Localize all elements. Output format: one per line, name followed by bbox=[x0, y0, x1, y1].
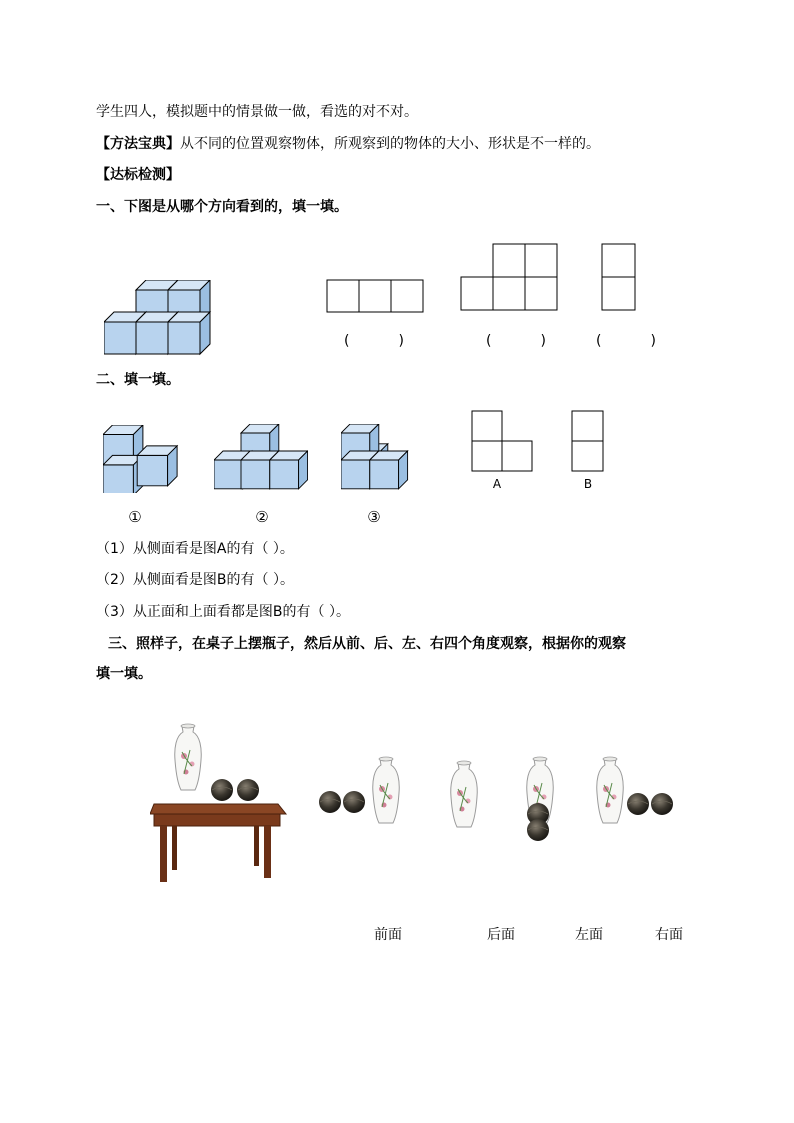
intro-line: 学生四人，模拟题中的情景做一做，看选的对不对。 bbox=[96, 104, 418, 120]
q2-item-1[interactable]: （1）从侧面看是图A的有（ ）。 bbox=[96, 541, 294, 557]
direction-front: 前面 bbox=[374, 927, 402, 943]
paren-close: ) bbox=[650, 333, 656, 349]
figure-label-3: ③ bbox=[367, 508, 381, 526]
q1-blank-3[interactable] bbox=[596, 333, 656, 349]
method-text: 从不同的位置观察物体，所观察到的物体的大小、形状是不一样的。 bbox=[180, 136, 600, 152]
paren-close: ) bbox=[540, 333, 546, 349]
q2-view-a bbox=[471, 410, 535, 474]
q2-view-b bbox=[571, 410, 605, 474]
q1-blank-2[interactable] bbox=[486, 333, 546, 349]
arrangement-3 bbox=[520, 756, 560, 852]
q2-item-3[interactable]: （3）从正面和上面看都是图B的有（ ）。 bbox=[96, 604, 350, 620]
arrangement-2 bbox=[444, 760, 484, 832]
direction-left: 左面 bbox=[575, 927, 603, 943]
figure-label-2: ② bbox=[255, 508, 269, 526]
table-scene bbox=[150, 722, 290, 884]
direction-right: 右面 bbox=[655, 927, 683, 943]
direction-back: 后面 bbox=[487, 927, 515, 943]
view-b-label: B bbox=[583, 477, 593, 491]
paren-open: ( bbox=[344, 333, 350, 349]
method-line bbox=[96, 135, 600, 153]
view-a-label: A bbox=[492, 477, 502, 491]
q2-figure-1 bbox=[103, 425, 179, 493]
paren-open: ( bbox=[596, 333, 602, 349]
q1-view-row bbox=[326, 279, 426, 315]
q3-title-line2: 填一填。 bbox=[96, 666, 152, 682]
method-tag: 【方法宝典】 bbox=[96, 136, 180, 152]
q2-title: 二、填一填。 bbox=[96, 372, 180, 388]
paren-close: ) bbox=[398, 333, 404, 349]
arrangement-1 bbox=[318, 756, 404, 828]
q1-view-column bbox=[601, 243, 639, 313]
q1-blank-1[interactable] bbox=[344, 333, 404, 349]
q3-title-line1: 三、照样子，在桌子上摆瓶子，然后从前、后、左、右四个角度观察，根据你的观察 bbox=[108, 636, 626, 652]
q1-view-l bbox=[460, 243, 562, 313]
check-header: 【达标检测】 bbox=[96, 167, 180, 183]
q1-cube-stack bbox=[104, 280, 214, 358]
paren-open: ( bbox=[486, 333, 492, 349]
q2-figure-3 bbox=[341, 424, 411, 490]
q2-figure-2 bbox=[214, 424, 308, 490]
figure-label-1: ① bbox=[128, 508, 142, 526]
arrangement-4 bbox=[590, 756, 676, 828]
q1-title: 一、下图是从哪个方向看到的，填一填。 bbox=[96, 199, 348, 215]
q2-item-2[interactable]: （2）从侧面看是图B的有（ ）。 bbox=[96, 572, 294, 588]
